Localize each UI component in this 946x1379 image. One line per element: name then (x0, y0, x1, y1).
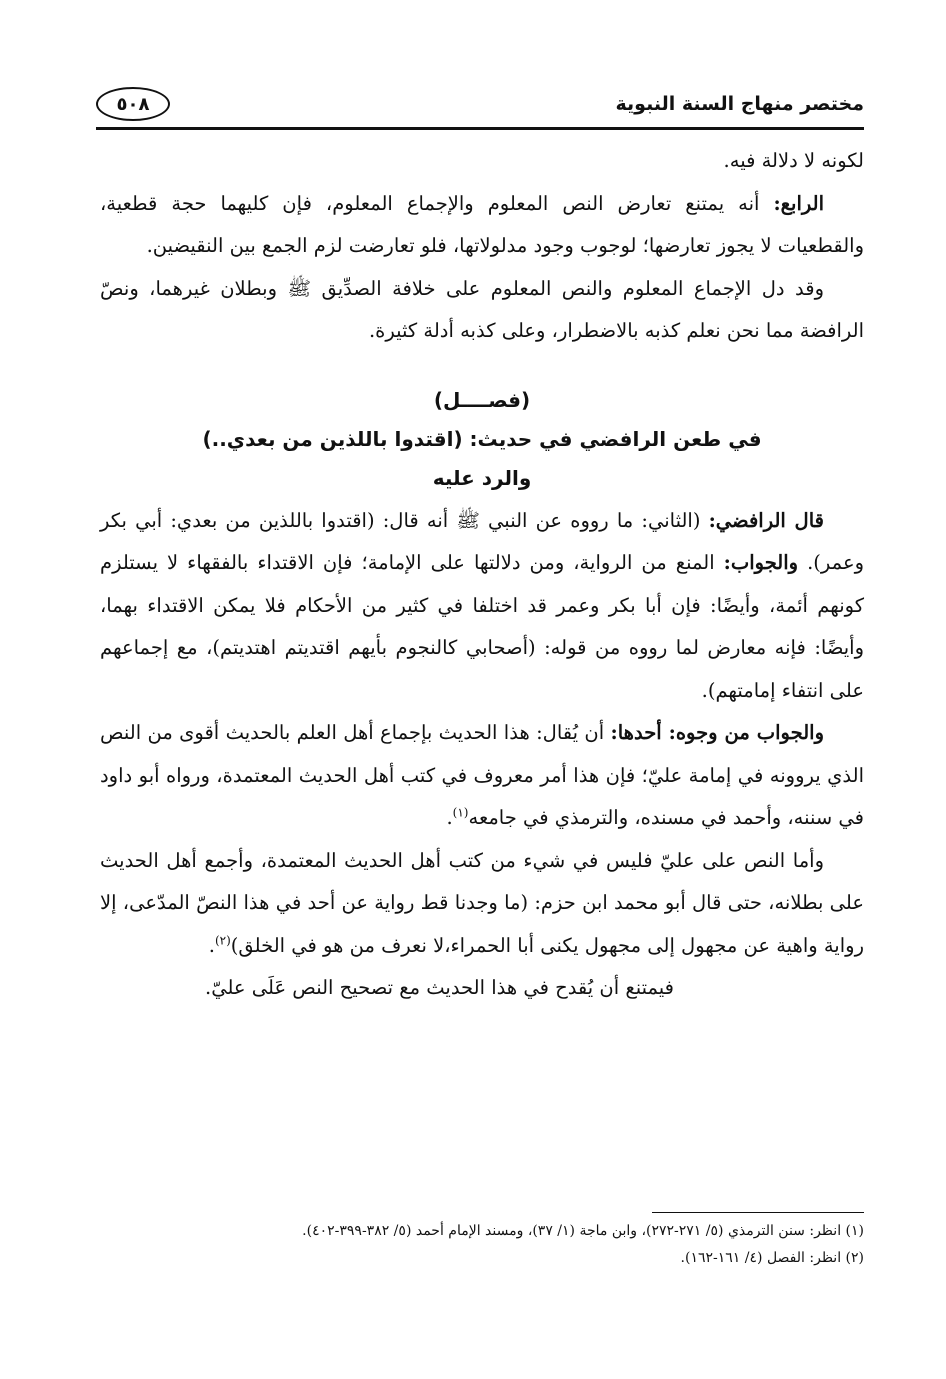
paragraph-5 (100, 712, 864, 840)
paragraph-5-end: . (446, 806, 453, 829)
footnote-ref-1[interactable]: (١) (452, 805, 469, 820)
paragraph-6 (100, 840, 864, 968)
paragraph-4-lead-1: قال الرافضي: (708, 508, 824, 532)
paragraph-4-text-1: (الثاني: ما رووه عن النبي ﷺ أنه قال: (اقتدوا باللذين من بعدي: أبي بكر وعمر). (100, 508, 864, 574)
footnote-divider (652, 1212, 864, 1213)
paragraph-2-lead: الرابع: (773, 191, 824, 215)
paragraph-4-lead-2: والجواب: (723, 551, 799, 574)
section-heading-line-1: (فصــــل) (433, 387, 531, 412)
paragraph-7: فيمتنع أن يُقدح في هذا الحديث مع تصحيح النص عَلَى عليّ. (205, 976, 674, 999)
section-heading-line-2: في طعن الرافضي في حديث: (اقتدوا باللذين من بعدي..) (202, 426, 762, 451)
paragraph-6-text: وأما النص على عليّ فليس في شيء من كتب أهل الحديث المعتمدة، وأجمع أهل الحديث على بطلانه، حتى قال أبو محمد ابن حزم: (ما وجدنا قط رواية عن أحد في هذا النصّ المدّعى، إلا رواية واهية عن مجهول إلى مجهول يكنى أبا الحمراء،لا نعرف من هو في الخلق) (100, 848, 864, 957)
page-header (96, 82, 864, 126)
paragraph-3: وقد دل الإجماع المعلوم والنص المعلوم على خلافة الصدِّيق ﷺ وبطلان غيرهما، ونصّ الرافضة مما نحن نعلم كذبه بالاضطرار، وعلى كذبه أدلة كثيرة. (100, 276, 864, 342)
section-heading (100, 381, 864, 498)
paragraph-2 (100, 183, 864, 268)
paragraph-1: لكونه لا دلالة فيه. (723, 149, 864, 172)
section-heading-line-3: والرد عليه (432, 465, 532, 490)
paragraph-2-text: أنه يمتنع تعارض النص المعلوم والإجماع المعلوم، فإن كليهما حجة قطعية، والقطعيات لا يجوز تعارضها؛ لوجوب وجود مدلولاتها، فلو تعارضت لزم الجمع بين النقيضين. (100, 191, 864, 257)
page-number: ٥٠٨ (96, 87, 170, 121)
paragraph-4-text-2: المنع من الرواية، ومن دلالتها على الإمامة؛ فإن الاقتداء بالفقهاء لا يستلزم كونهم أئمة، وأيضًا: فإن أبا بكر وعمر قد اختلفا في كثير من الأحكام فلا يمكن الاقتداء بهما، وأيضًا: فإنه معارض لما رووه من قوله: (أصحابي كالنجوم بأيهم اقتديتم اهتديتم)، مع إجماعهم على انتفاء إمامتهم). (100, 551, 864, 702)
footnote-2: (٢) انظر: الفصل (٤/ ١٦١-١٦٢). (680, 1250, 864, 1266)
paragraph-4 (100, 500, 864, 713)
paragraph-6-end: . (208, 933, 215, 957)
footnote-ref-2[interactable]: (٢) (214, 933, 231, 947)
paragraph-5-lead: والجواب من وجوه: أحدها: (610, 721, 824, 744)
footnote-1: (١) انظر: سنن الترمذي (٥/ ٢٧١-٢٧٢)، وابن ماجة (١/ ٣٧)، ومسند الإمام أحمد (٥/ ٣٨٢-٣٩٩-٤٠٢). (302, 1223, 864, 1239)
footnotes (100, 1218, 864, 1272)
paragraph-5-text: أن يُقال: هذا الحديث بإجماع أهل العلم بالحديث أقوى من النص الذي يروونه في إمامة عليّ؛ فإن هذا أمر معروف في كتب أهل الحديث المعتمدة، ورواه أبو داود في سننه، وأحمد في مسنده، والترمذي في جامعه (100, 721, 864, 829)
book-title: مختصر منهاج السنة النبوية (615, 93, 864, 115)
main-text (100, 140, 864, 1010)
header-divider (96, 127, 864, 130)
